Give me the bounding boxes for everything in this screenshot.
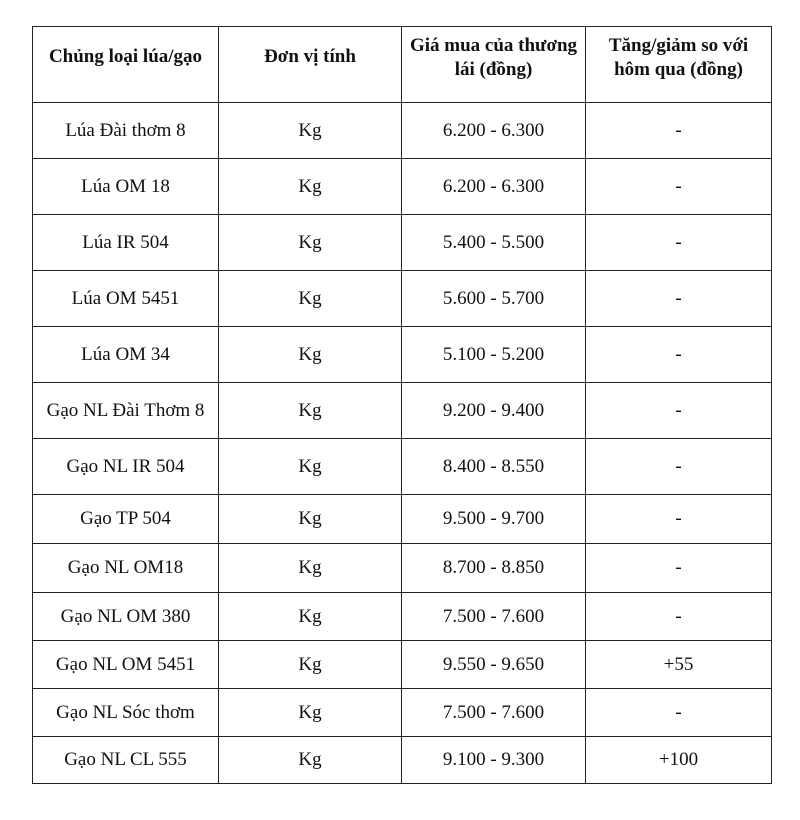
cell-change: - xyxy=(586,383,772,439)
cell-change: - xyxy=(586,103,772,159)
cell-price: 5.100 - 5.200 xyxy=(402,327,586,383)
cell-price: 9.500 - 9.700 xyxy=(402,495,586,544)
header-unit: Đơn vị tính xyxy=(219,27,402,103)
cell-variety: Lúa OM 34 xyxy=(33,327,219,383)
cell-change: - xyxy=(586,689,772,737)
table-row xyxy=(33,159,772,215)
table-row xyxy=(33,737,772,784)
cell-change: - xyxy=(586,271,772,327)
cell-variety: Gạo NL Đài Thơm 8 xyxy=(33,383,219,439)
cell-change: - xyxy=(586,439,772,495)
cell-unit: Kg xyxy=(219,495,402,544)
cell-change: - xyxy=(586,159,772,215)
cell-unit: Kg xyxy=(219,215,402,271)
cell-unit: Kg xyxy=(219,103,402,159)
cell-variety: Lúa Đài thơm 8 xyxy=(33,103,219,159)
cell-unit: Kg xyxy=(219,737,402,784)
cell-change: - xyxy=(586,327,772,383)
cell-unit: Kg xyxy=(219,641,402,689)
cell-unit: Kg xyxy=(219,271,402,327)
cell-change: +100 xyxy=(586,737,772,784)
cell-unit: Kg xyxy=(219,383,402,439)
table-row xyxy=(33,383,772,439)
cell-variety: Gạo NL OM 380 xyxy=(33,593,219,641)
table-row xyxy=(33,215,772,271)
cell-price: 8.400 - 8.550 xyxy=(402,439,586,495)
cell-variety: Gạo NL Sóc thơm xyxy=(33,689,219,737)
table-row xyxy=(33,327,772,383)
cell-change: - xyxy=(586,215,772,271)
cell-price: 6.200 - 6.300 xyxy=(402,103,586,159)
cell-unit: Kg xyxy=(219,593,402,641)
cell-unit: Kg xyxy=(219,439,402,495)
header-change: Tăng/giảm so với hôm qua (đồng) xyxy=(586,27,772,103)
cell-variety: Lúa OM 5451 xyxy=(33,271,219,327)
table-row xyxy=(33,593,772,641)
cell-price: 7.500 - 7.600 xyxy=(402,689,586,737)
header-price: Giá mua của thương lái (đồng) xyxy=(402,27,586,103)
cell-price: 6.200 - 6.300 xyxy=(402,159,586,215)
cell-price: 5.400 - 5.500 xyxy=(402,215,586,271)
cell-variety: Lúa IR 504 xyxy=(33,215,219,271)
cell-change: +55 xyxy=(586,641,772,689)
cell-change: - xyxy=(586,593,772,641)
cell-unit: Kg xyxy=(219,544,402,593)
cell-variety: Gạo NL IR 504 xyxy=(33,439,219,495)
cell-price: 7.500 - 7.600 xyxy=(402,593,586,641)
cell-change: - xyxy=(586,495,772,544)
cell-unit: Kg xyxy=(219,159,402,215)
cell-price: 9.200 - 9.400 xyxy=(402,383,586,439)
header-variety: Chủng loại lúa/gạo xyxy=(33,27,219,103)
cell-price: 8.700 - 8.850 xyxy=(402,544,586,593)
table-row xyxy=(33,641,772,689)
table-row xyxy=(33,544,772,593)
cell-variety: Gạo NL CL 555 xyxy=(33,737,219,784)
cell-variety: Gạo TP 504 xyxy=(33,495,219,544)
table-header-row xyxy=(33,27,772,103)
table-row xyxy=(33,271,772,327)
table-row xyxy=(33,495,772,544)
cell-variety: Gạo NL OM 5451 xyxy=(33,641,219,689)
cell-variety: Lúa OM 18 xyxy=(33,159,219,215)
cell-price: 5.600 - 5.700 xyxy=(402,271,586,327)
table-row xyxy=(33,439,772,495)
cell-unit: Kg xyxy=(219,689,402,737)
cell-variety: Gạo NL OM18 xyxy=(33,544,219,593)
cell-price: 9.550 - 9.650 xyxy=(402,641,586,689)
cell-change: - xyxy=(586,544,772,593)
table-row xyxy=(33,103,772,159)
rice-price-table xyxy=(32,26,772,784)
cell-price: 9.100 - 9.300 xyxy=(402,737,586,784)
table-row xyxy=(33,689,772,737)
cell-unit: Kg xyxy=(219,327,402,383)
